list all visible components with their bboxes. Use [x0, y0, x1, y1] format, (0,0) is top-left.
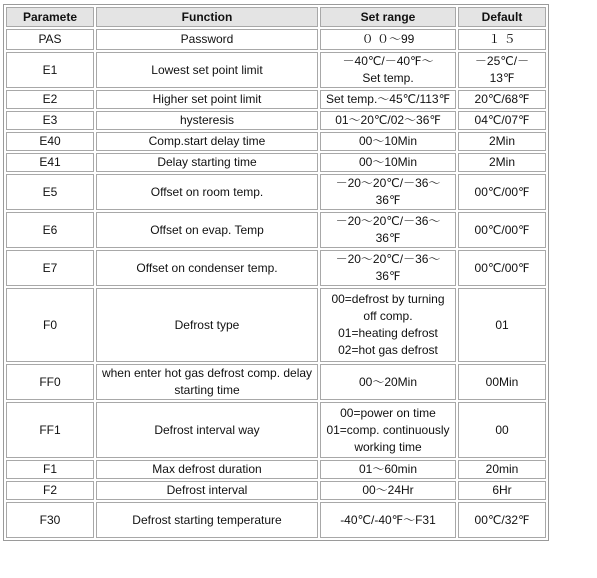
table-row [6, 153, 546, 172]
param-cell: F0 [6, 288, 94, 362]
function-cell: Defrost type [96, 288, 318, 362]
table-row [6, 460, 546, 479]
header-parameter: Paramete [6, 7, 94, 27]
table-row [6, 481, 546, 500]
range-cell [320, 174, 456, 210]
range-line: 36℉ [375, 269, 401, 283]
range-cell [320, 402, 456, 458]
default-cell: 04℃/07℉ [458, 111, 546, 130]
function-cell: Password [96, 29, 318, 50]
function-cell: Offset on evap. Temp [96, 212, 318, 248]
range-cell: Set temp.～45℃/113℉ [320, 90, 456, 109]
function-cell: Comp.start delay time [96, 132, 318, 151]
table-row [6, 52, 546, 88]
table-row [6, 212, 546, 248]
range-cell: 01～60min [320, 460, 456, 479]
default-cell: 2Min [458, 132, 546, 151]
default-cell: 00℃/32℉ [458, 502, 546, 538]
function-cell: Max defrost duration [96, 460, 318, 479]
default-cell: 00 [458, 402, 546, 458]
table-row [6, 174, 546, 210]
parameter-table [3, 4, 549, 541]
range-cell [320, 212, 456, 248]
default-cell: 20℃/68℉ [458, 90, 546, 109]
range-line: －20～20℃/－36～ [335, 176, 441, 190]
function-cell: Delay starting time [96, 153, 318, 172]
function-cell: Lowest set point limit [96, 52, 318, 88]
default-cell: 00℃/00℉ [458, 212, 546, 248]
range-cell [320, 250, 456, 286]
param-cell: E40 [6, 132, 94, 151]
table-row [6, 364, 546, 400]
range-line: off comp. [363, 309, 413, 323]
range-line: 02=hot gas defrost [338, 343, 438, 357]
function-cell: when enter hot gas defrost comp. delay starting time [96, 364, 318, 400]
default-cell: 00℃/00℉ [458, 250, 546, 286]
table-row [6, 132, 546, 151]
range-cell: 00～20Min [320, 364, 456, 400]
function-cell: Offset on condenser temp. [96, 250, 318, 286]
param-cell: E3 [6, 111, 94, 130]
header-set-range: Set range [320, 7, 456, 27]
table-row [6, 402, 546, 458]
param-cell: FF1 [6, 402, 94, 458]
param-cell: PAS [6, 29, 94, 50]
table-row [6, 502, 546, 538]
table-row [6, 29, 546, 50]
default-cell: １ ５ [458, 29, 546, 50]
param-cell: F2 [6, 481, 94, 500]
parameter-table-container [3, 4, 549, 541]
function-cell: Defrost interval [96, 481, 318, 500]
param-cell: F1 [6, 460, 94, 479]
function-cell: Higher set point limit [96, 90, 318, 109]
range-cell: 01～20℃/02～36℉ [320, 111, 456, 130]
range-cell: 00～10Min [320, 132, 456, 151]
param-cell: F30 [6, 502, 94, 538]
range-line: working time [354, 439, 422, 454]
range-cell: -40℃/-40℉～F31 [320, 502, 456, 538]
header-row [6, 7, 546, 27]
default-cell: 00℃/00℉ [458, 174, 546, 210]
range-cell: 00～24Hr [320, 481, 456, 500]
table-row [6, 111, 546, 130]
range-line: 36℉ [375, 193, 401, 207]
range-line: 36℉ [375, 231, 401, 245]
range-cell: 00～10Min [320, 153, 456, 172]
param-cell: E7 [6, 250, 94, 286]
range-line: 01=comp. continuously [326, 422, 450, 437]
default-cell: 01 [458, 288, 546, 362]
range-cell [320, 288, 456, 362]
header-default: Default [458, 7, 546, 27]
header-function: Function [96, 7, 318, 27]
default-cell: －25℃/－13℉ [458, 52, 546, 88]
range-line: 00=defrost by turning [331, 292, 445, 306]
param-cell: FF0 [6, 364, 94, 400]
range-line: －40℃/－40℉～ [342, 54, 434, 68]
range-cell [320, 52, 456, 88]
function-cell: hysteresis [96, 111, 318, 130]
default-cell: 00Min [458, 364, 546, 400]
default-cell: 6Hr [458, 481, 546, 500]
table-row [6, 90, 546, 109]
param-cell: E2 [6, 90, 94, 109]
function-cell: Defrost starting temperature [96, 502, 318, 538]
param-cell: E6 [6, 212, 94, 248]
table-row [6, 288, 546, 362]
table-row [6, 250, 546, 286]
range-line: 00=power on time [340, 405, 436, 420]
function-cell: Offset on room temp. [96, 174, 318, 210]
param-cell: E41 [6, 153, 94, 172]
param-cell: E5 [6, 174, 94, 210]
range-line: Set temp. [362, 71, 414, 85]
default-cell: 20min [458, 460, 546, 479]
range-line: 01=heating defrost [338, 326, 438, 340]
function-cell: Defrost interval way [96, 402, 318, 458]
default-cell: 2Min [458, 153, 546, 172]
param-cell: E1 [6, 52, 94, 88]
range-line: －20～20℃/－36～ [335, 252, 441, 266]
range-line: －20～20℃/－36～ [335, 214, 441, 228]
range-cell: ０ ０～99 [320, 29, 456, 50]
